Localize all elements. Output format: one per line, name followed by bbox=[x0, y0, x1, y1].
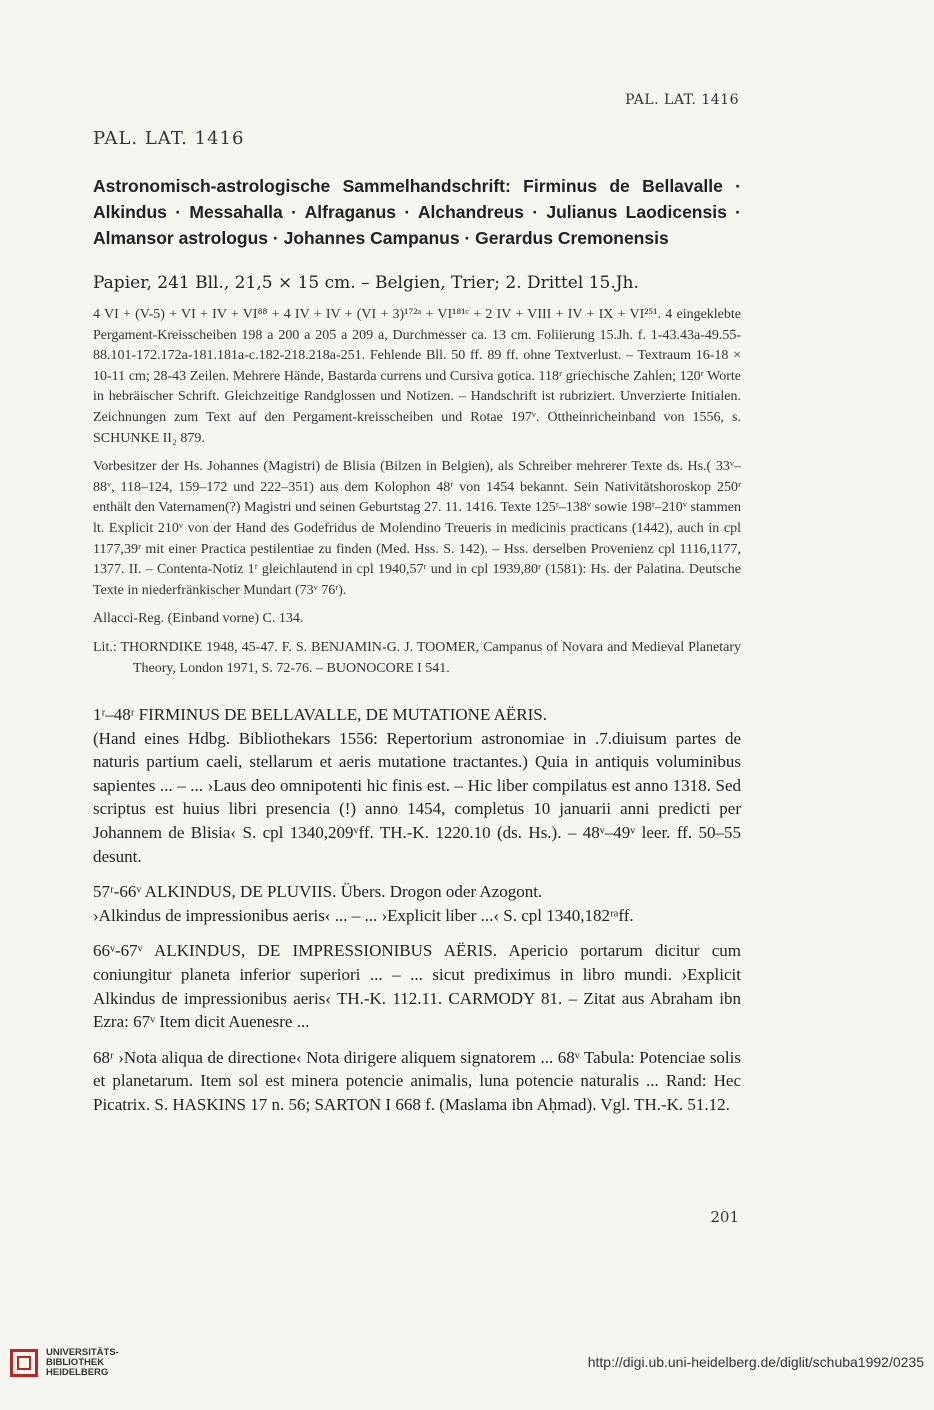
running-head: PAL. LAT. 1416 bbox=[625, 92, 739, 108]
provenance-paragraph: Vorbesitzer der Hs. Johannes (Magistri) de Blisia (Bilzen in Belgien), als Schreiber mehrerer Texte ds. Hs.( 33ᵛ–88ᵛ, 118–124, 159–172 und 222–351) aus dem Kolophon 48ʳ von 1454 bekannt. Sein Nativitätshoroskop 250ʳ enthält den Vaternamen(?) Magistri und seinen Geburtstag 27. 11. 1416. Texte 125ʳ–138ᵛ sowie 198ʳ–210ᵛ stammen lt. Explicit 210ᵛ von der Hand des Godefridus de Molendino Treueris in medicinis practicans (1442), auch in cpl 1177,39ʳ mit einer Practica pestilentiae zu finden (Med. Hss. S. 142). – Hss. derselben Provenienz cpl 1116,1177, 1377. II. – Contenta-Notiz 1ʳ gleichlautend in cpl 1940,57ʳ und in cpl 1939,80ʳ (1581): Hs. der Palatina. Deutsche Texte in niederfränkischer Mundart (73ᵛ 76ʳ). bbox=[93, 459, 741, 598]
library-name: UNIVERSITÄTS- BIBLIOTHEK HEIDELBERG bbox=[46, 1347, 119, 1378]
content-entry-4: 68ʳ ›Nota aliqua de directione‹ Nota dirigere aliquem signatorem ... 68ᵛ Tabula: Potenciae solis et planetarum. Item sol est minera potencie animalis, luna potencie naturalis ... Rand: Hec Picatrix. S. HASKINS 17 n. 56; SARTON I 668 f. (Maslama ibn Aḥmad). Vgl. TH.-K. 51.12. bbox=[93, 1047, 741, 1114]
allacci-paragraph: Allacci-Reg. (Einband vorne) C. 134. bbox=[93, 611, 304, 627]
manuscript-heading: Astronomisch-astrologische Sammelhandschrift: Firminus de Bellavalle · Alkindus · Messahalla · Alfraganus · Alchandreus · Julianus Laodicensis · Almansor astrologus · Johannes Campanus · Gerardus Cremonensis bbox=[93, 176, 741, 248]
content-entry-3: 66ᵛ-67ᵛ ALKINDUS, DE IMPRESSIONIBUS AËRIS. Apericio portarum dicitur cum coniungitur planeta inferior superiori ... – ... sicut prediximus in libro mundi. ›Explicit Alkindus de impressionibus aeris‹ TH.-K. 112.11. CARMODY 81. – Zitat aus Abraham ibn Ezra: 67ᵛ Item dicit Auenesre ... bbox=[93, 941, 741, 1032]
collation-paragraph: 4 VI + (V-5) + VI + IV + VI⁸⁸ + 4 IV + IV + (VI + 3)¹⁷²ᵃ + VI¹⁸¹ᶜ + 2 IV + VIII + IV + IX + VI²⁵¹. 4 eingeklebte Pergament-Kreisscheiben 198 a 200 a 205 a 209 a, Durchmesser ca. 13 cm. Foliierung 15.Jh. f. 1-43.43a-49.55-88.101-172.172a-181.181a-c.182-218.218a-251. Fehlende Bll. 50 ff. 89 ff. ohne Textverlust. – Textraum 16-18 × 10-11 cm; 28-43 Zeilen. Mehrere Hände, Bastarda currens und Cursiva gotica. 118ʳ griechische Zahlen; 120ʳ Worte in hebräischer Schrift. Gleichzeitige Randglossen und Notizen. – Handschrift ist rubriziert. Unverzierte Initialen. Zeichnungen zum Text auf den Pergament-kreisscheiben und Rotae 197ᵛ. Ottheinricheinband von 1556, s. SCHUNKE II₂ 879. bbox=[93, 307, 741, 446]
library-seal-icon bbox=[10, 1349, 38, 1377]
library-footer bbox=[0, 1342, 934, 1410]
permalink-url[interactable]: http://digi.ub.uni-heidelberg.de/diglit/schuba1992/0235 bbox=[587, 1354, 924, 1370]
page-number: 201 bbox=[710, 1208, 739, 1226]
literature-paragraph: Lit.: THORNDIKE 1948, 45-47. F. S. BENJAMIN-G. J. TOOMER, Campanus of Novara and Medieval Planetary Theory, London 1971, S. 72-76. – BUONOCORE I 541. bbox=[93, 639, 741, 676]
library-logo bbox=[10, 1348, 119, 1378]
shelfmark-title: PAL. LAT. 1416 bbox=[93, 128, 245, 149]
material-description: Papier, 241 Bll., 21,5 × 15 cm. – Belgien, Trier; 2. Drittel 15.Jh. bbox=[93, 273, 639, 293]
content-entry-2: 57ʳ-66ᵛ ALKINDUS, DE PLUVIIS. Übers. Drogon oder Azogont. ›Alkindus de impressionibus aeris‹ ... – ... ›Explicit liber ...‹ S. cpl 1340,182ʳᵃff. bbox=[93, 882, 634, 925]
text-column bbox=[93, 128, 741, 1129]
content-entry-1: 1ʳ–48ʳ FIRMINUS DE BELLAVALLE, DE MUTATIONE AËRIS. (Hand eines Hdbg. Bibliothekars 1556: Repertorium astronomiae in .7.diuisum partes de naturis partium caeli, stellarum et aeris mutatione tractantes.) Quia in antiquis voluminibus sapientes ... – ... ›Laus deo omnipotenti hic finis est. – Hic liber compilatus est anno 1318. Sed scriptus est huius libri presencia (!) anno 1454, completus 10 januarii anni predicti per Johannem de Blisia‹ S. cpl 1340,209ᵛff. TH.-K. 1220.10 (ds. Hs.). – 48ᵛ–49ᵛ leer. ff. 50–55 desunt. bbox=[93, 705, 741, 866]
